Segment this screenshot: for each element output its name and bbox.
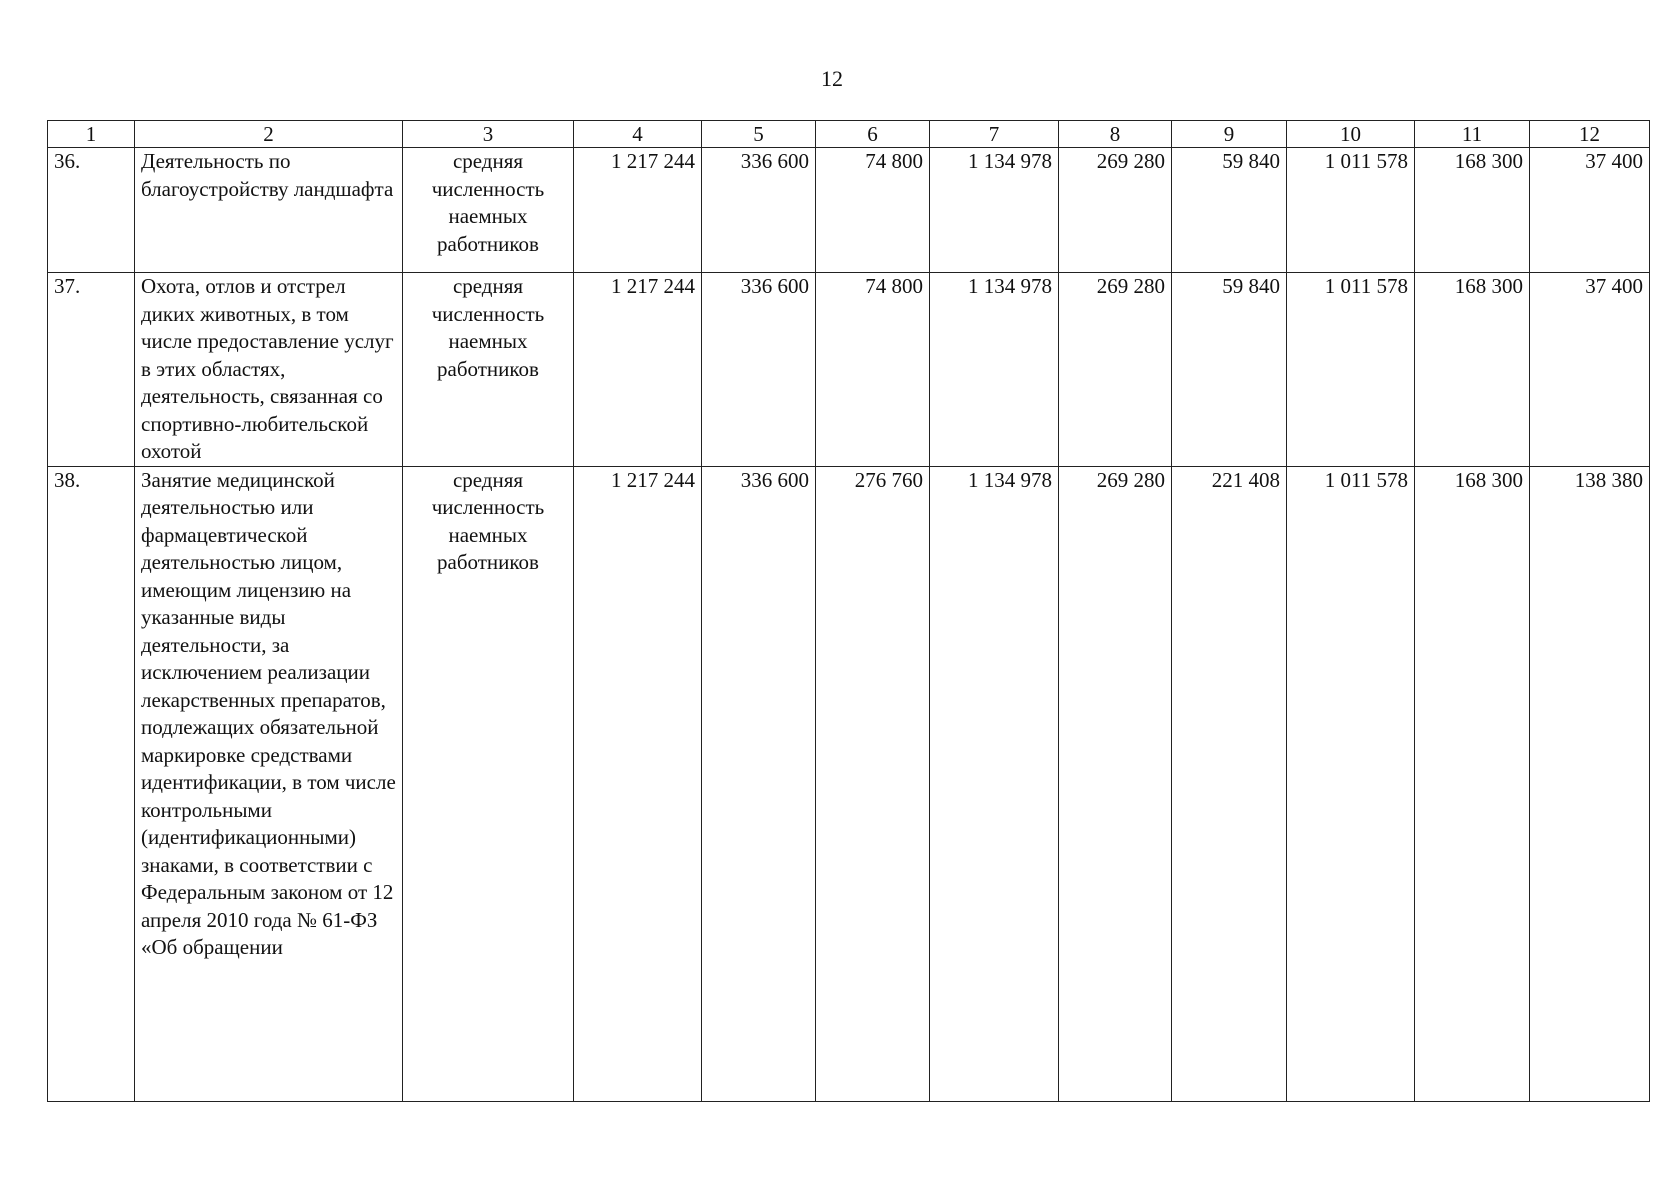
header-cell: 1 — [48, 121, 135, 148]
value-cell: 59 840 — [1172, 148, 1287, 273]
row-number: 36. — [48, 148, 135, 273]
value-cell: 1 217 244 — [574, 148, 702, 273]
header-cell: 10 — [1287, 121, 1415, 148]
value-cell: 1 134 978 — [930, 148, 1059, 273]
value-cell: 138 380 — [1530, 466, 1650, 1101]
header-row — [48, 121, 1650, 148]
activity-name: Деятельность по благоустройству ландшафта — [135, 148, 403, 273]
indicator-unit: средняя численность наемных работников — [403, 148, 574, 273]
value-cell: 269 280 — [1059, 148, 1172, 273]
table-row — [48, 466, 1650, 1101]
value-cell: 37 400 — [1530, 148, 1650, 273]
value-cell: 1 217 244 — [574, 466, 702, 1101]
page-number: 12 — [821, 66, 843, 91]
header-cell: 3 — [403, 121, 574, 148]
table-row — [48, 148, 1650, 273]
value-cell: 74 800 — [816, 148, 930, 273]
activity-name: Занятие медицинской деятельностью или фармацевтической деятельностью лицом, имеющим лицензию на указанные виды деятельности, за исключением реализации лекарственных препаратов, подлежащих обязательной маркировке средствами идентификации, в том числе контрольными (идентификационными) знаками, в соответствии с Федеральным законом от 12 апреля 2010 года № 61-ФЗ «Об обращении — [135, 466, 403, 1101]
value-cell: 269 280 — [1059, 466, 1172, 1101]
value-cell: 336 600 — [702, 273, 816, 467]
indicator-unit: средняя численность наемных работников — [403, 273, 574, 467]
value-cell: 1 011 578 — [1287, 148, 1415, 273]
value-cell: 221 408 — [1172, 466, 1287, 1101]
value-cell: 1 217 244 — [574, 273, 702, 467]
value-cell: 59 840 — [1172, 273, 1287, 467]
header-cell: 7 — [930, 121, 1059, 148]
header-cell: 4 — [574, 121, 702, 148]
row-number: 37. — [48, 273, 135, 467]
data-table — [47, 120, 1650, 1102]
value-cell: 269 280 — [1059, 273, 1172, 467]
value-cell: 336 600 — [702, 466, 816, 1101]
header-cell: 5 — [702, 121, 816, 148]
value-cell: 1 134 978 — [930, 466, 1059, 1101]
value-cell: 1 011 578 — [1287, 273, 1415, 467]
row-number: 38. — [48, 466, 135, 1101]
header-cell: 6 — [816, 121, 930, 148]
header-cell: 11 — [1415, 121, 1530, 148]
value-cell: 37 400 — [1530, 273, 1650, 467]
value-cell: 276 760 — [816, 466, 930, 1101]
value-cell: 1 011 578 — [1287, 466, 1415, 1101]
header-cell: 12 — [1530, 121, 1650, 148]
value-cell: 168 300 — [1415, 466, 1530, 1101]
value-cell: 1 134 978 — [930, 273, 1059, 467]
table-row — [48, 273, 1650, 467]
header-cell: 2 — [135, 121, 403, 148]
value-cell: 168 300 — [1415, 273, 1530, 467]
indicator-unit: средняя численность наемных работников — [403, 466, 574, 1101]
header-cell: 8 — [1059, 121, 1172, 148]
value-cell: 336 600 — [702, 148, 816, 273]
value-cell: 74 800 — [816, 273, 930, 467]
value-cell: 168 300 — [1415, 148, 1530, 273]
activity-name: Охота, отлов и отстрел диких животных, в том числе предоставление услуг в этих областях, деятельность, связанная со спортивно-любительской охотой — [135, 273, 403, 467]
header-cell: 9 — [1172, 121, 1287, 148]
